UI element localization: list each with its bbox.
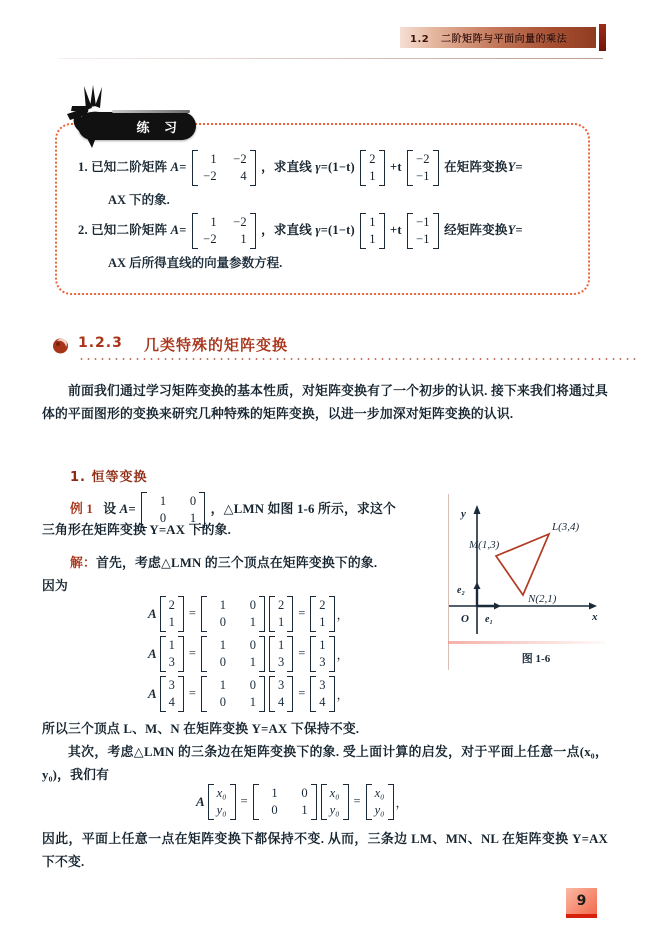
- exercise-item-2: [78, 213, 523, 249]
- eq2-operand: [269, 636, 293, 672]
- matrix-cells: [198, 150, 250, 186]
- matrix-cell: 1: [369, 168, 376, 183]
- matrix-cells: [207, 676, 259, 712]
- matrix-cell: 0: [301, 786, 308, 800]
- matrix-cell: 1: [277, 638, 285, 652]
- example-statement-line2: 三角形在矩阵变换 Y=AX 下的象.: [42, 523, 231, 537]
- header-rule: [58, 58, 603, 59]
- exercise-2-number: 2.: [78, 222, 88, 237]
- eq3-equals-1: =: [188, 686, 196, 701]
- example-label: 例 1: [70, 501, 93, 516]
- matrix-cells: [275, 676, 287, 712]
- example-var-a: A: [119, 501, 129, 516]
- bracket-right: [259, 596, 265, 632]
- matrix-cell: 1: [168, 614, 175, 629]
- matrix-cell: 4: [277, 694, 285, 709]
- bracket-right: [178, 676, 184, 712]
- matrix-cell: 1: [369, 215, 376, 229]
- matrix-cell: 1: [249, 694, 256, 709]
- matrix-cell: 0: [249, 638, 256, 652]
- running-header-banner: [400, 27, 596, 48]
- exercise-2-plus-t: +t: [390, 222, 402, 237]
- bracket-right: [259, 676, 265, 712]
- eq3-trailing: ，: [336, 687, 350, 702]
- matrix-cell: −2: [233, 215, 247, 229]
- matrix-cell: 4: [240, 168, 247, 183]
- matrix-cells: [259, 784, 311, 820]
- exercise-1-gamma: γ: [315, 159, 321, 174]
- bracket-right: [178, 636, 184, 672]
- exercise-2-mid: ，求直线: [261, 222, 312, 237]
- exercise-1-equals: =: [179, 159, 187, 174]
- figure-caption: 图 1-6: [521, 653, 551, 665]
- exercise-badge-label: 练 习: [136, 120, 182, 136]
- eq3-input-vector: [160, 676, 184, 712]
- matrix-cells: [207, 596, 259, 632]
- equation-vertex-n: [148, 596, 349, 632]
- figure-bottom-band: [448, 641, 606, 644]
- matrix-cell: 3: [168, 654, 175, 669]
- matrix-cells: [316, 596, 328, 632]
- point-n-label: N(2,1): [528, 593, 557, 605]
- exercise-2-vector-1: [360, 213, 384, 249]
- bracket-right: [287, 676, 293, 712]
- example-equals: =: [128, 501, 136, 516]
- eq4-identity-matrix: [253, 784, 317, 820]
- matrix-cell: −1: [416, 215, 430, 229]
- matrix-cell: y₀: [329, 802, 340, 817]
- matrix-cells: [327, 784, 343, 820]
- exercise-2-equals: =: [179, 222, 187, 237]
- eq3-operand: [269, 676, 293, 712]
- basis-e2-label: e₂: [457, 585, 465, 596]
- matrix-cells: [275, 636, 287, 672]
- example-statement-mid: ，△LMN 如图 1-6 所示，求这个: [210, 501, 396, 516]
- matrix-cell: 0: [219, 654, 226, 669]
- matrix-cell: 1: [319, 638, 326, 652]
- exercise-2-tail: 经矩阵变换: [444, 222, 508, 237]
- bracket-right: [329, 676, 335, 712]
- eq1-identity-matrix: [201, 596, 265, 632]
- matrix-cell: −1: [416, 168, 430, 183]
- eq1-input-vector: [160, 596, 184, 632]
- matrix-cell: 1: [319, 614, 326, 629]
- final-paragraph: 因此，平面上任意一点在矩阵变换下都保持不变. 从而，三条边 LM、MN、NL 在矩阵变换 Y=AX 下不变.: [42, 832, 608, 869]
- eq4-input-vector: [208, 784, 236, 820]
- badge-highlight: [112, 110, 190, 113]
- matrix-cells: [413, 150, 433, 186]
- bracket-right: [433, 150, 439, 186]
- bracket-right: [388, 784, 394, 820]
- matrix-cells: [166, 676, 178, 712]
- matrix-cell: 1: [210, 215, 217, 229]
- exercise-1-vector-1: [360, 150, 384, 186]
- bracket-right: [250, 213, 256, 249]
- eq1-a: A: [148, 605, 157, 621]
- eq4-a: A: [196, 793, 205, 809]
- eq1-equals-2: =: [298, 606, 306, 621]
- x-axis-arrow: [589, 603, 597, 610]
- triangle-lmn: [496, 534, 549, 595]
- solution-text: 首先，考虑△LMN 的三个顶点在矩阵变换下的象.: [96, 556, 378, 570]
- bracket-right: [178, 596, 184, 632]
- origin-label: O: [461, 613, 469, 625]
- section-heading: [52, 334, 592, 360]
- matrix-cells: [316, 636, 328, 672]
- matrix-cell: −2: [416, 152, 430, 166]
- matrix-cell: 1: [271, 786, 278, 800]
- matrix-cell: 2: [369, 152, 376, 166]
- matrix-cells: [316, 676, 328, 712]
- basis-e1-label: e₁: [485, 614, 493, 625]
- exercise-1-vector-2: [407, 150, 439, 186]
- bracket-right: [343, 784, 349, 820]
- matrix-cells: [413, 213, 433, 249]
- matrix-cell: −2: [233, 152, 247, 166]
- bracket-right: [287, 596, 293, 632]
- equation-vertex-m: [148, 636, 349, 672]
- matrix-cell: 1: [219, 638, 226, 652]
- matrix-cell: −2: [203, 231, 217, 246]
- matrix-cell: −1: [416, 231, 430, 246]
- matrix-cells: [372, 784, 388, 820]
- exercise-1-expr: =(1−t): [320, 159, 355, 174]
- matrix-cell: 1: [249, 654, 256, 669]
- page-number: 9: [576, 893, 587, 909]
- point-m-label: M(1,3): [469, 539, 500, 551]
- bracket-right: [379, 213, 385, 249]
- red-circle-bullet-icon: [52, 338, 69, 354]
- figure-coordinate-plot: [449, 494, 607, 646]
- matrix-cell: 2: [168, 598, 175, 612]
- matrix-cell: 2: [277, 598, 285, 612]
- eq4-equals-2: =: [353, 794, 361, 809]
- matrix-cell: 3: [319, 654, 326, 669]
- matrix-cell: 3: [277, 654, 285, 669]
- bracket-right: [329, 596, 335, 632]
- header-section-title: 二阶矩阵与平面向量的乘法: [441, 34, 568, 45]
- matrix-cell: 1: [277, 614, 285, 629]
- exercise-2-expr: =(1−t): [320, 222, 355, 237]
- matrix-cell: 1: [210, 152, 217, 166]
- matrix-cell: 1: [249, 614, 256, 629]
- eq4-trailing: ，: [395, 795, 409, 810]
- edges-paragraph: 其次，考虑△LMN 的三条边在矩阵变换下的象. 受上面计算的启发，对于平面上任意一点(x₀，y₀)，我们有: [42, 745, 608, 782]
- matrix-cell: 0: [271, 802, 278, 817]
- eq4-operand: [321, 784, 349, 820]
- bracket-right: [329, 636, 335, 672]
- matrix-cell: 1: [240, 231, 247, 246]
- exercise-1-var-a: A: [170, 159, 180, 174]
- page-number-badge: [566, 888, 597, 918]
- eq1-operand: [269, 596, 293, 632]
- y-axis-label: y: [461, 508, 466, 520]
- matrix-cell: −2: [203, 168, 217, 183]
- bracket-right: [230, 784, 236, 820]
- matrix-cell: 3: [277, 678, 285, 692]
- exercise-1-number: 1.: [78, 159, 88, 174]
- matrix-cell: 1: [369, 231, 376, 246]
- matrix-cells: [275, 596, 287, 632]
- exercise-1-matrix-a: [192, 150, 256, 186]
- bracket-right: [287, 636, 293, 672]
- matrix-cell: y₀: [216, 802, 227, 817]
- matrix-cell: 1: [219, 598, 226, 612]
- exercise-1-tail-eq: Y=: [507, 159, 523, 174]
- exercise-1-tail: 在矩阵变换: [444, 159, 508, 174]
- eq2-input-vector: [160, 636, 184, 672]
- intro-paragraph: 前面我们通过学习矩阵变换的基本性质，对矩阵变换有了一个初步的认识. 接下来我们将通过具体的平面图形的变换来研究几种特殊的矩阵变换，以进一步加深对矩阵变换的认识.: [42, 384, 608, 421]
- matrix-cell: 1: [159, 494, 167, 508]
- matrix-cell: 0: [249, 678, 256, 692]
- matrix-cell: 2: [319, 598, 326, 612]
- matrix-cell: 1: [168, 638, 175, 652]
- matrix-cells: [166, 636, 178, 672]
- exercise-1-line2: AX 下的象.: [108, 193, 170, 207]
- eq1-equals-1: =: [188, 606, 196, 621]
- eq4-result: [366, 784, 394, 820]
- matrix-cell: x₀: [329, 786, 340, 800]
- eq3-a: A: [148, 685, 157, 701]
- eq3-equals-2: =: [298, 686, 306, 701]
- matrix-cell: x₀: [374, 786, 385, 800]
- x-axis-label: x: [592, 611, 598, 623]
- matrix-cell: 0: [219, 694, 226, 709]
- example-statement-pre: 设: [103, 501, 117, 516]
- matrix-cell: 1: [189, 510, 197, 525]
- solution-label: 解：: [70, 556, 96, 570]
- eq2-a: A: [148, 645, 157, 661]
- matrix-cell: 4: [168, 694, 175, 709]
- exercise-1-pre: 已知二阶矩阵: [91, 159, 168, 174]
- point-l-label: L(3,4): [552, 521, 580, 533]
- eq3-identity-matrix: [201, 676, 265, 712]
- section-title: 几类特殊的矩阵变换: [144, 336, 289, 354]
- matrix-cell: 0: [249, 598, 256, 612]
- eq2-equals-1: =: [188, 646, 196, 661]
- equation-general-point: [196, 784, 408, 820]
- matrix-cell: 0: [159, 510, 167, 525]
- solution-line2: 因为: [42, 579, 68, 593]
- exercise-2-matrix-a: [192, 213, 256, 249]
- exercise-2-var-a: A: [170, 222, 180, 237]
- eq1-trailing: ，: [336, 607, 350, 622]
- header-section-number: 1.2: [410, 34, 430, 45]
- bracket-right: [250, 150, 256, 186]
- exercise-item-1: [78, 150, 523, 186]
- eq2-trailing: ，: [336, 647, 350, 662]
- matrix-cell: 3: [168, 678, 175, 692]
- solution-line1: [70, 552, 460, 575]
- exercise-badge: [78, 112, 196, 140]
- matrix-cells: [366, 213, 378, 249]
- exercise-2-gamma: γ: [315, 222, 321, 237]
- exercise-1-mid: ，求直线: [261, 159, 312, 174]
- running-header-text: [400, 30, 567, 45]
- eq3-result: [310, 676, 334, 712]
- eq2-result: [310, 636, 334, 672]
- subsection-heading: 1. 恒等变换: [70, 470, 148, 485]
- matrix-cell: y₀: [374, 802, 385, 817]
- eq2-identity-matrix: [201, 636, 265, 672]
- matrix-cells: [366, 150, 378, 186]
- matrix-cells: [207, 636, 259, 672]
- matrix-cells: [166, 596, 178, 632]
- matrix-cell: 0: [189, 494, 197, 508]
- equation-vertex-l: [148, 676, 349, 712]
- eq1-result: [310, 596, 334, 632]
- matrix-cell: 3: [319, 678, 326, 692]
- section-dotted-rule: [78, 358, 638, 360]
- exercise-1-plus-t: +t: [390, 159, 402, 174]
- matrix-cell: x₀: [216, 786, 227, 800]
- matrix-cell: 0: [219, 614, 226, 629]
- bracket-right: [379, 150, 385, 186]
- matrix-cell: 1: [301, 802, 308, 817]
- exercise-2-line2: AX 后所得直线的向量参数方程.: [108, 256, 283, 270]
- conclusion-vertices-paragraph: 所以三个顶点 L、M、N 在矩阵变换 Y=AX 下保持不变.: [42, 722, 360, 736]
- bracket-right: [259, 636, 265, 672]
- exercise-2-vector-2: [407, 213, 439, 249]
- bracket-right: [433, 213, 439, 249]
- eq4-equals-1: =: [240, 794, 248, 809]
- header-accent-bar: [599, 24, 606, 51]
- section-number: 1.2.3: [78, 335, 123, 351]
- exercise-2-tail-eq: Y=: [507, 222, 523, 237]
- matrix-cells: [198, 213, 250, 249]
- bracket-right: [311, 784, 317, 820]
- matrix-cell: 4: [319, 694, 326, 709]
- matrix-cell: 1: [219, 678, 226, 692]
- exercise-2-pre: 已知二阶矩阵: [91, 222, 168, 237]
- y-axis-arrow: [474, 505, 481, 514]
- matrix-cells: [214, 784, 230, 820]
- eq2-equals-2: =: [298, 646, 306, 661]
